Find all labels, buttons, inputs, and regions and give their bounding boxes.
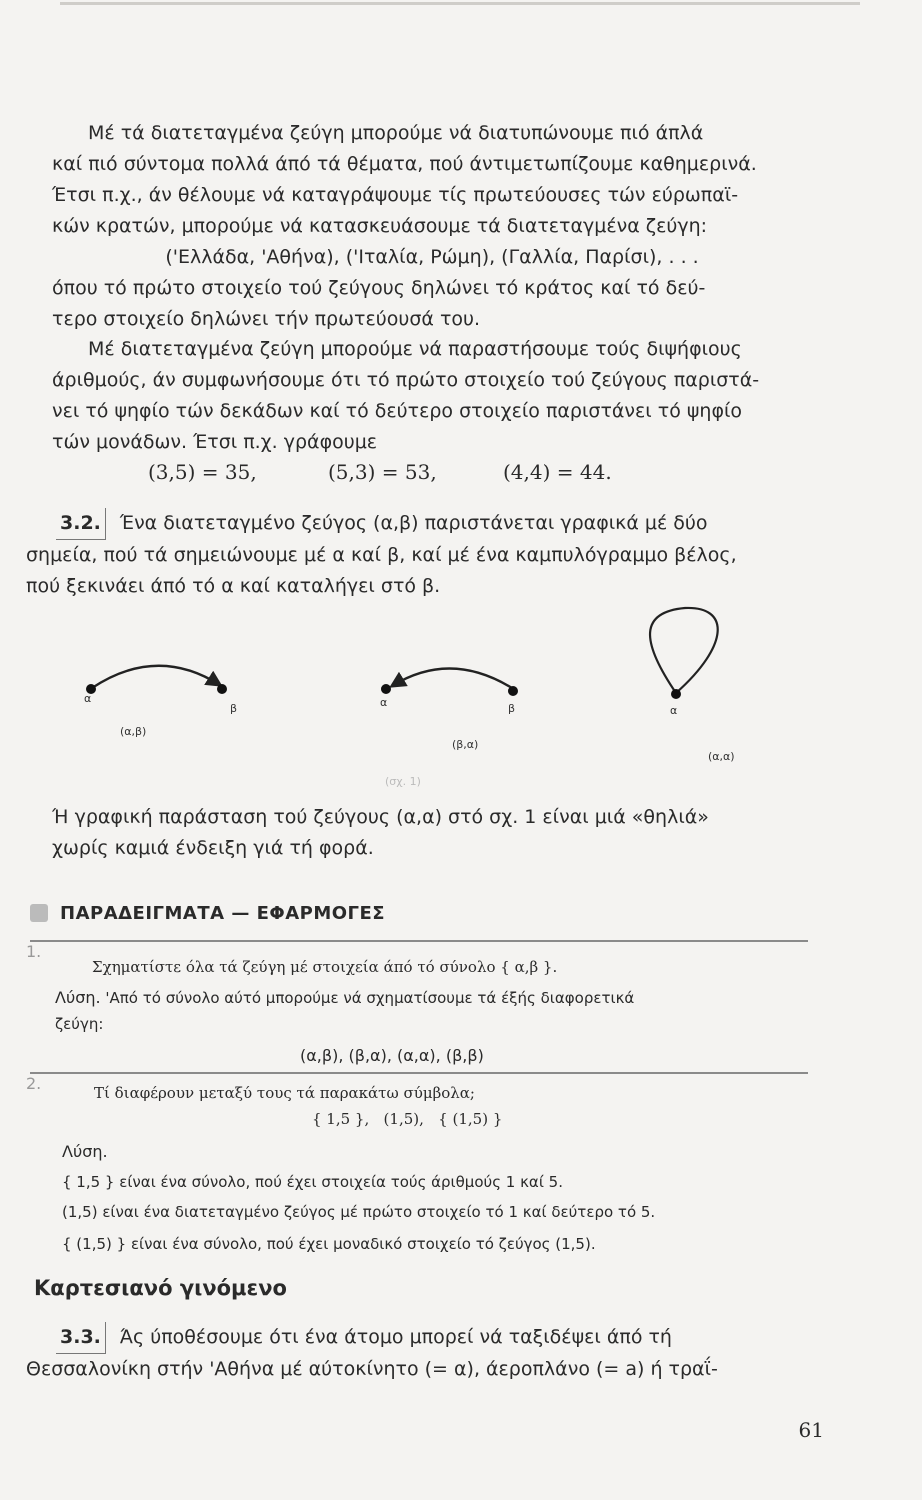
example-question: Σχηματίστε όλα τά ζεύγη μέ στοιχεία άπό τό σύνολο { α,β }. <box>92 958 558 976</box>
section-3-2 <box>26 508 812 602</box>
loop-note-line: Ή γραφική παράσταση τού ζεύγους (α,α) στό σχ. 1 είναι μιά «θηλιά» <box>52 806 709 828</box>
section-line: σημεία, πού τά σημειώνουμε μέ α καί β, καί μέ ένα καμπυλόγραμμο βέλος, <box>26 544 737 566</box>
figure-caption: (β,α) <box>452 738 479 751</box>
figure-pair-aa <box>650 608 735 763</box>
top-edge-line <box>60 2 860 5</box>
example-question: Τί διαφέρουν μεταξύ τους τά παρακάτω σύμβολα; <box>94 1084 475 1102</box>
arrow-ab <box>92 666 220 688</box>
figure-label: (σχ. 1) <box>385 775 421 788</box>
point-b <box>217 684 227 694</box>
section-number: 3.3. <box>56 1322 106 1354</box>
digits-paragraph <box>52 334 812 458</box>
equation: (3,5) = 35, <box>148 460 257 484</box>
figure-pair-ba <box>380 668 518 788</box>
loop <box>650 608 718 693</box>
section-line: Ένα διατεταγμένο ζεύγος (α,β) παριστάνεται γραφικά μέ δύο <box>119 512 708 534</box>
loop-note <box>52 802 812 864</box>
page-number: 61 <box>798 1418 824 1442</box>
point-b <box>508 686 518 696</box>
label-b: β <box>508 702 516 715</box>
equation: (4,4) = 44. <box>503 460 612 484</box>
point-a <box>381 684 391 694</box>
intro-line: τερο στοιχείο δηλώνει τήν πρωτεύουσά του. <box>52 308 481 330</box>
intro-line: Μέ τά διατεταγμένα ζεύγη μπορούμε νά διατυπώνουμε πιό άπλά <box>88 122 704 144</box>
intro-paragraph <box>52 118 812 335</box>
loop-note-line: χωρίς καμιά ένδειξη γιά τή φορά. <box>52 837 374 859</box>
pairs-figure <box>80 600 780 810</box>
equation: (5,3) = 53, <box>328 460 437 484</box>
solution-label: Λύση. <box>62 1142 108 1161</box>
section-line: Θεσσαλονίκη στήν 'Αθήνα μέ αύτοκίνητο (= α), άεροπλάνο (= a) ή τραΐ- <box>26 1358 718 1380</box>
section-line: Άς ύποθέσουμε ότι ένα άτομο μπορεί νά ταξιδέψει άπό τή <box>119 1326 672 1348</box>
point-a <box>671 689 681 699</box>
figure-pair-ab <box>84 666 237 738</box>
intro-line: κών κρατών, μπορούμε νά κατασκευάσουμε τά διατεταγμένα ζεύγη: <box>52 215 708 237</box>
section-3-3 <box>26 1322 812 1385</box>
heading-square-icon <box>30 904 48 922</box>
examples-heading <box>30 903 385 924</box>
intro-line: όπου τό πρώτο στοιχείο τού ζεύγους δηλώνει τό κράτος καί τό δεύ- <box>52 277 706 299</box>
section-line: πού ξεκινάει άπό τό α καί καταλήγει στό β. <box>26 575 441 597</box>
divider <box>30 1072 808 1074</box>
label-a: α <box>670 704 678 717</box>
digits-line: νει τό ψηφίο τών δεκάδων καί τό δεύτερο στοιχείο παριστάνει τό ψηφίο <box>52 400 743 422</box>
example-solution <box>55 986 634 1010</box>
solution-line: { (1,5) } είναι ένα σύνολο, πού έχει μοναδικό στοιχείο τό ζεύγος (1,5). <box>62 1235 596 1253</box>
example-number: 1. <box>26 942 42 961</box>
example-number: 2. <box>26 1074 42 1093</box>
figure-caption: (α,α) <box>708 750 735 763</box>
arrow-ba <box>392 668 512 688</box>
divider <box>30 940 808 942</box>
solution-text: 'Από τό σύνολο αύτό μπορούμε νά σχηματίσουμε τά έξής διαφορετικά <box>105 989 635 1007</box>
figure-caption: (α,β) <box>120 725 147 738</box>
cartesian-heading: Καρτεσιανό γινόμενο <box>34 1276 287 1300</box>
digits-line: Μέ διατεταγμένα ζεύγη μπορούμε νά παραστήσουμε τούς διψήφιους <box>88 338 742 360</box>
intro-line: καί πιό σύντομα πολλά άπό τά θέματα, πού άντιμετωπίζουμε καθημερινά. <box>52 153 757 175</box>
intro-line: ('Ελλάδα, 'Αθήνα), ('Ιταλία, Ρώμη), (Γαλλία, Παρίσι), . . . <box>165 246 699 268</box>
label-a: α <box>380 696 388 709</box>
solution-line: { 1,5 } είναι ένα σύνολο, πού έχει στοιχεία τούς άριθμούς 1 καί 5. <box>62 1173 563 1191</box>
examples-heading-text: ΠΑΡΑΔΕΙΓΜΑΤΑ — ΕΦΑΡΜΟΓΕΣ <box>60 903 386 924</box>
solution-label: Λύση. <box>55 988 101 1007</box>
digits-line: τών μονάδων. Έτσι π.χ. γράφουμε <box>52 431 378 453</box>
label-a: α <box>84 692 92 705</box>
section-number: 3.2. <box>56 508 106 540</box>
intro-line: Έτσι π.χ., άν θέλουμε νά καταγράψουμε τίς πρωτεύουσες τών εύρωπαϊ- <box>52 184 739 206</box>
solution-line: (1,5) είναι ένα διατεταγμένο ζεύγος μέ πρώτο στοιχείο τό 1 καί δεύτερο τό 5. <box>62 1203 656 1221</box>
solution-text-2: ζεύγη: <box>55 1015 104 1033</box>
digits-line: άριθμούς, άν συμφωνήσουμε ότι τό πρώτο στοιχείο τού ζεύγους παριστά- <box>52 369 760 391</box>
example-symbols: { 1,5 }, (1,5), { (1,5) } <box>312 1110 503 1128</box>
solution-pairs: (α,β), (β,α), (α,α), (β,β) <box>300 1046 484 1065</box>
label-b: β <box>230 702 238 715</box>
